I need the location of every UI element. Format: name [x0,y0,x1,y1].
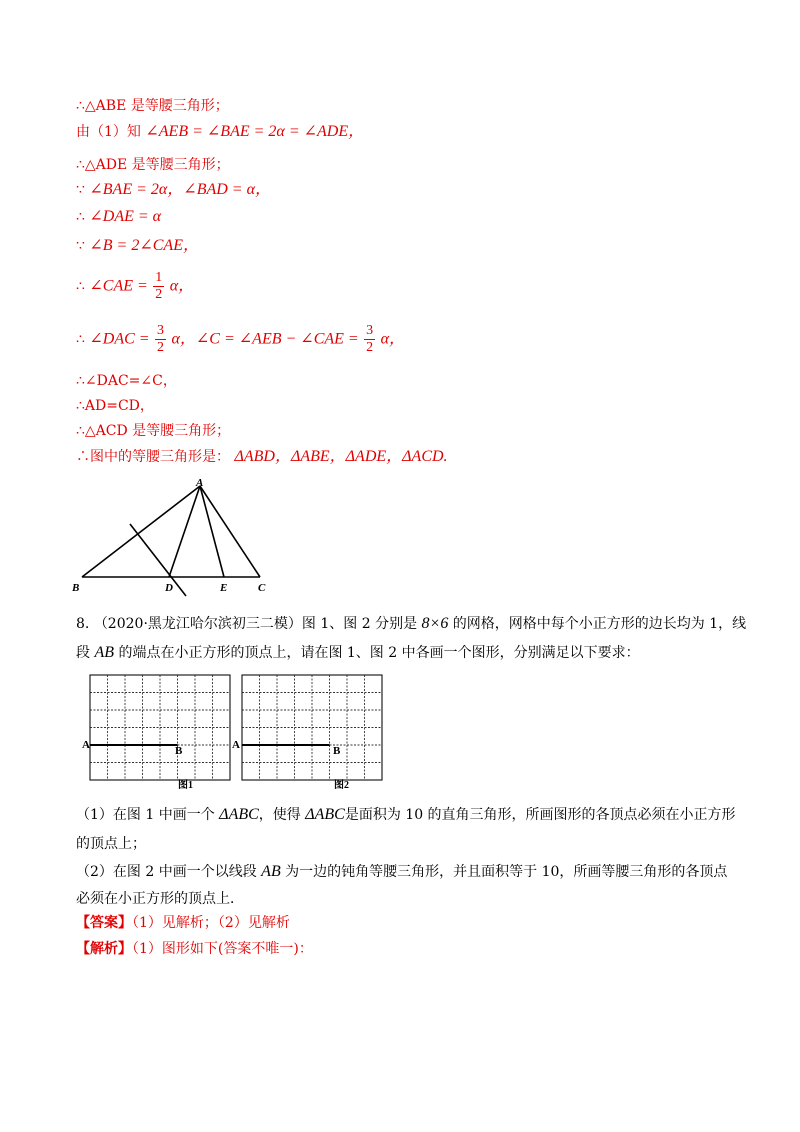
triangle-figure [66,474,286,602]
triangle-lines [82,486,260,596]
solution-line-6: ∵ ∠B = 2∠CAE， [76,237,199,254]
segment-ae [200,486,224,577]
segment-ab [82,486,200,577]
solution-line-5: ∴ ∠DAE = α [76,208,162,225]
solution-line-11: ∴△ACD 是等腰三角形； [76,423,231,439]
question-2-line-1: （2）在图 2 中画一个以线段 AB 为一边的钝角等腰三角形，并且面积等于 10，所画等腰三角形的各顶点 [76,863,728,880]
analysis-line: 【解析】（1）图形如下(答案不唯一)： [76,941,313,957]
solution-line-2: 由（1）知 ∠AEB = ∠BAE = 2α = ∠ADE， [76,123,365,140]
grid-figure-2 [242,675,382,780]
question-1-line-2: 的顶点上； [76,836,146,852]
grid-figures [76,672,396,798]
grid1-label-b: B [175,745,183,757]
grid2-caption: 图2 [334,780,349,791]
solution-line-10: ∴AD=CD， [76,398,154,414]
grid-figure-1 [90,675,230,780]
grid1-caption: 图1 [178,780,193,791]
solution-line-12: ∴图中的等腰三角形是： ΔABD，ΔABE，ΔADE，ΔACD. [76,448,448,465]
grid2-label-b: B [333,745,341,757]
solution-line-1: ∴△ABE 是等腰三角形； [76,98,229,114]
problem-8-line-2: 段 AB 的端点在小正方形的顶点上，请在图 1、图 2 中各画一个图形，分别满足以下要求： [76,644,640,661]
grid2-label-a: A [232,739,240,751]
label-d: D [165,582,173,594]
label-c: C [258,582,266,594]
fraction-three-halves-2: $\frac{3}{2}$ [366,323,374,355]
answer-tag: 【答案】 [76,915,132,931]
analysis-tag: 【解析】 [76,941,132,957]
solution-line-4: ∵ ∠BAE = 2α，∠BAD = α， [76,181,272,198]
solution-line-9: ∴∠DAC=∠C， [76,373,177,389]
label-b: B [72,582,80,594]
perpendicular-bisector [130,524,186,596]
question-2-line-2: 必须在小正方形的顶点上． [76,891,244,907]
solution-line-8: ∴ ∠DAC = $\frac{3}{2}$ α，∠C = ∠AEB − ∠CAE = $\frac{3}{2}$ α， [76,323,406,355]
grid1-label-a: A [82,739,90,751]
solution-line-7: ∴ ∠CAE = $\frac{1}{2}$ α， [76,270,195,302]
segment-ac [200,486,260,577]
segment-ad [169,486,200,577]
question-1-line-1: （1）在图 1 中画一个 ΔABC，使得 ΔABC是面积为 10 的直角三角形，所画图形的各顶点必须在小正方形 [76,806,736,823]
label-a: A [196,477,204,489]
fraction-one-half: $\frac{1}{2}$ [155,270,163,302]
fraction-three-halves-1: $\frac{3}{2}$ [157,323,165,355]
problem-8-line-1: 8. （2020·黑龙江哈尔滨初三二模）图 1、图 2 分别是 8×6 的网格，网格中每个小正方形的边长均为 1，线 [76,615,747,632]
answer-line: 【答案】（1）见解析；（2）见解析 [76,915,290,931]
label-e: E [220,582,228,594]
solution-line-3: ∴△ADE 是等腰三角形； [76,157,230,173]
